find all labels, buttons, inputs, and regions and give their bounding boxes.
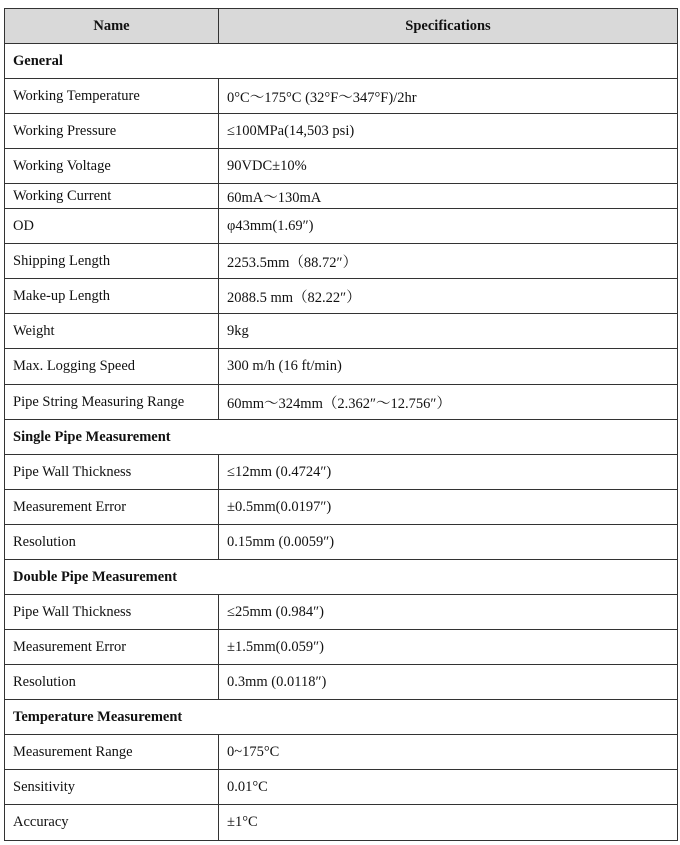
spec-name-cell: Measurement Error [5,630,219,665]
spec-name-cell: Working Current [5,184,219,209]
header-specifications: Specifications [219,9,678,44]
spec-name-cell: Working Pressure [5,114,219,149]
spec-name-cell: Make-up Length [5,279,219,314]
spec-name-cell: Measurement Error [5,490,219,525]
spec-value-cell: 2253.5mm（88.72″） [219,244,678,279]
header-name: Name [5,9,219,44]
table-row [5,209,678,244]
table-header-row [5,9,678,44]
spec-name-cell: Working Voltage [5,149,219,184]
table-row [5,349,678,385]
table-row [5,490,678,525]
table-row [5,184,678,209]
table-row [5,244,678,279]
spec-value-cell: 0.01°C [219,770,678,805]
table-row [5,770,678,805]
spec-value-cell: 300 m/h (16 ft/min) [219,349,678,385]
table-row [5,314,678,349]
section-row [5,560,678,595]
section-title: Temperature Measurement [5,700,678,735]
spec-value-cell: 0~175°C [219,735,678,770]
section-title: General [5,44,678,79]
table-row [5,735,678,770]
spec-value-cell: 9kg [219,314,678,349]
table-row [5,595,678,630]
spec-name-cell: Accuracy [5,805,219,841]
spec-value-cell: φ43mm(1.69″) [219,209,678,244]
spec-name-cell: Resolution [5,665,219,700]
spec-name-cell: Pipe String Measuring Range [5,385,219,420]
section-title: Single Pipe Measurement [5,420,678,455]
table-row [5,279,678,314]
spec-value-cell: ≤25mm (0.984″) [219,595,678,630]
spec-name-cell: Measurement Range [5,735,219,770]
table-row [5,455,678,490]
spec-value-cell: 2088.5 mm（82.22″） [219,279,678,314]
spec-value-cell: ±1°C [219,805,678,841]
section-row [5,700,678,735]
spec-name-cell: Resolution [5,525,219,560]
spec-value-cell: 0.15mm (0.0059″) [219,525,678,560]
spec-value-cell: 90VDC±10% [219,149,678,184]
spec-value-cell: ±1.5mm(0.059″) [219,630,678,665]
table-row [5,630,678,665]
section-row [5,44,678,79]
spec-value-cell: ±0.5mm(0.0197″) [219,490,678,525]
table-row [5,525,678,560]
spec-value-cell: 60mA～130mA [219,184,678,209]
spec-value-cell: 0°C～175°C (32°F～347°F)/2hr [219,79,678,114]
table-body [5,44,678,841]
spec-name-cell: Max. Logging Speed [5,349,219,385]
spec-name-cell: Weight [5,314,219,349]
table-row [5,665,678,700]
spec-name-cell: Pipe Wall Thickness [5,455,219,490]
spec-value-cell: ≤12mm (0.4724″) [219,455,678,490]
spec-name-cell: Pipe Wall Thickness [5,595,219,630]
spec-name-cell: Sensitivity [5,770,219,805]
table-row [5,149,678,184]
spec-value-cell: 60mm～324mm（2.362″～12.756″） [219,385,678,420]
table-row [5,79,678,114]
spec-value-cell: ≤100MPa(14,503 psi) [219,114,678,149]
spec-value-cell: 0.3mm (0.0118″) [219,665,678,700]
section-title: Double Pipe Measurement [5,560,678,595]
table-row [5,385,678,420]
spec-table [4,8,678,841]
table-row [5,114,678,149]
spec-name-cell: OD [5,209,219,244]
spec-name-cell: Working Temperature [5,79,219,114]
section-row [5,420,678,455]
spec-name-cell: Shipping Length [5,244,219,279]
table-row [5,805,678,841]
